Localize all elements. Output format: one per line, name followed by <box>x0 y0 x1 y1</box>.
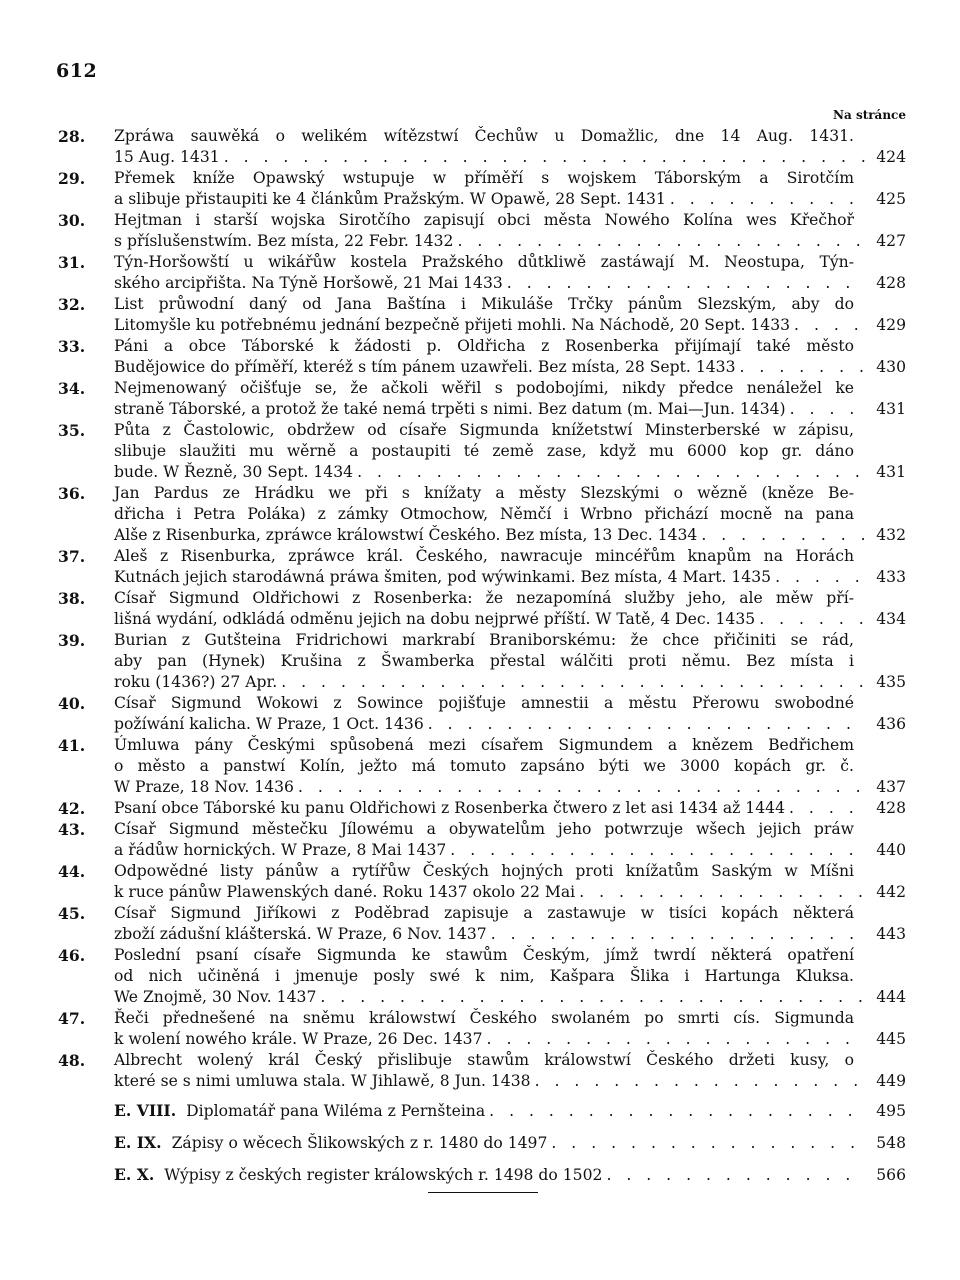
entry-number: 42. <box>58 799 86 818</box>
entry-number: 44. <box>58 862 86 881</box>
entry-page-number: 431 <box>876 463 906 481</box>
dot-leader <box>775 567 866 588</box>
page-number: 612 <box>56 60 98 82</box>
toc-entry <box>58 1008 906 1050</box>
entry-text: 15 Aug. 1431 <box>114 148 220 166</box>
entry-number: 28. <box>58 127 86 146</box>
entry-page-number: 434 <box>876 610 906 628</box>
appendix-text <box>114 1100 485 1122</box>
entry-text: Císař Sigmund městečku Jílowému a obywatelům jeho potwrzuje wšech jejich práw <box>114 820 854 838</box>
entry-line <box>58 567 906 588</box>
entry-text: Císař Sigmund Wokowi z Sowince pojišťuje amnestii a městu Přerowu swobodné <box>114 694 854 712</box>
table-of-contents <box>58 126 906 1196</box>
entry-line <box>58 882 906 903</box>
entry-line <box>58 252 906 273</box>
entry-text: k ruce pánůw Plawenských dané. Roku 1437 okolo 22 Mai <box>114 883 576 901</box>
entry-text: Zpráwa sauwěká o welikém wítězstwí Čechůw u Domažlic, dne 14 Aug. 1431. <box>114 127 854 145</box>
entry-line <box>58 399 906 420</box>
entry-line <box>58 861 906 882</box>
toc-entry <box>58 798 906 819</box>
entry-text: aby pan (Hynek) Krušina z Šwamberka přestal wálčiti proti němu. Bez místa i <box>114 652 854 670</box>
entry-number: 40. <box>58 694 86 713</box>
entry-text: lišná wydání, odkládá odměnu jejich na dobu nejprwé příští. W Tatě, 4 Dec. 1435 <box>114 610 756 628</box>
entry-text: Týn-Horšowští u wikářůw kostela Pražského důtkliwě zastáwají M. Neostupa, Týn- <box>114 253 854 271</box>
entry-text: roku (1436?) 27 Apr. <box>114 673 278 691</box>
entry-line <box>58 588 906 609</box>
dot-leader <box>794 315 866 336</box>
entry-text: požíwání kalicha. W Praze, 1 Oct. 1436 <box>114 715 424 733</box>
entry-line <box>58 1029 906 1050</box>
entry-number: 47. <box>58 1009 86 1028</box>
dot-leader <box>740 357 866 378</box>
entry-text: Císař Sigmund Jiříkowi z Poděbrad zapisuje a zastawuje w tisíci kopách některá <box>114 904 854 922</box>
entry-text: dřicha i Petra Poláka) z zámky Otmochow, Němčí i Wrbno přichází mocně na pana <box>114 505 854 523</box>
entry-line <box>58 315 906 336</box>
dot-leader <box>320 987 866 1008</box>
dot-leader <box>606 1165 866 1186</box>
entry-line <box>58 924 906 945</box>
dot-leader <box>701 525 866 546</box>
toc-entry <box>58 903 906 945</box>
column-header: Na stránce <box>833 108 906 122</box>
entry-line <box>58 483 906 504</box>
dot-leader <box>428 714 866 735</box>
entry-text: Řeči přednešené na sněmu králowstwí Českého swolaném po smrti cís. Sigmunda <box>114 1009 854 1027</box>
entry-text: Odpowědné listy pánůw a rytířůw Českých hojných proti knížatům Saským w Míšni <box>114 862 854 880</box>
appendix-entry <box>58 1164 906 1186</box>
entry-page-number: 437 <box>876 778 906 796</box>
entry-text: straně Táborské, a protož že také nemá trpěti s nimi. Bez datum (m. Mai—Jun. 1434) <box>114 400 786 418</box>
toc-entry <box>58 252 906 294</box>
entry-line <box>58 693 906 714</box>
appendix-page-number: 495 <box>876 1102 906 1120</box>
entry-text: Budějowice do příměří, kteréž s tím pánem uzawřeli. Bez místa, 28 Sept. 1433 <box>114 358 736 376</box>
entry-line <box>58 231 906 252</box>
entry-line <box>58 966 906 987</box>
entry-text: o město a panstwí Kolín, ježto má tomuto zapsáno býti we 3000 kopách gr. č. <box>114 757 854 775</box>
entry-line <box>58 672 906 693</box>
dot-leader <box>224 147 866 168</box>
toc-entry <box>58 735 906 798</box>
entry-text: Císař Sigmund Oldřichowi z Rosenberka: že nezapomíná služby jeho, ale měw pří- <box>114 589 854 607</box>
entry-number: 34. <box>58 379 86 398</box>
appendix-entries <box>58 1100 906 1186</box>
toc-entry <box>58 546 906 588</box>
entry-line <box>58 1071 906 1092</box>
entry-text: Alše z Risenburka, zpráwce králowstwí Českého. Bez místa, 13 Dec. 1434 <box>114 526 698 544</box>
entry-line <box>58 798 906 819</box>
appendix-title: Zápisy o wěcech Šlikowských z r. 1480 do 1497 <box>171 1134 548 1152</box>
entry-line <box>58 609 906 630</box>
entry-line <box>58 210 906 231</box>
toc-entry <box>58 1050 906 1092</box>
entry-page-number: 440 <box>876 841 906 859</box>
toc-entry <box>58 420 906 483</box>
entry-line <box>58 336 906 357</box>
appendix-line <box>58 1164 906 1186</box>
entry-number: 38. <box>58 589 86 608</box>
entry-line <box>58 651 906 672</box>
appendix-page-number: 566 <box>876 1166 906 1184</box>
toc-entry <box>58 819 906 861</box>
dot-leader <box>759 609 866 630</box>
entry-text: zboží zádušní klášterská. W Praze, 6 Nov. 1437 <box>114 925 487 943</box>
toc-entry <box>58 294 906 336</box>
entry-page-number: 429 <box>876 316 906 334</box>
entry-text: Jan Pardus ze Hrádku we při s knížaty a městy Slezskými o wězně (kněze Be- <box>114 484 854 502</box>
entry-text: slibuje slaužiti mu wěrně a postaupiti té země zase, když mu 6000 kop gr. dáno <box>114 442 854 460</box>
entry-line <box>58 987 906 1008</box>
entry-line <box>58 756 906 777</box>
entry-page-number: 449 <box>876 1072 906 1090</box>
toc-entries <box>58 126 906 1092</box>
entry-text: a řádůw hornických. W Praze, 8 Mai 1437 <box>114 841 447 859</box>
appendix-entry <box>58 1100 906 1122</box>
toc-entry <box>58 945 906 1008</box>
entry-line <box>58 147 906 168</box>
entry-text: List průwodní daný od Jana Baštína i Mikuláše Trčky pánům Slezským, aby do <box>114 295 854 313</box>
entry-text: Psaní obce Táborské ku panu Oldřichowi z Rosenberka čtwero z let asi 1434 až 1444 <box>114 799 785 817</box>
appendix-text <box>114 1132 547 1154</box>
entry-page-number: 445 <box>876 1030 906 1048</box>
entry-number: 45. <box>58 904 86 923</box>
dot-leader <box>790 399 866 420</box>
appendix-text <box>114 1164 602 1186</box>
entry-number: 41. <box>58 736 86 755</box>
entry-line <box>58 525 906 546</box>
entry-line <box>58 1050 906 1071</box>
entry-page-number: 432 <box>876 526 906 544</box>
entry-text: ského arcipřišta. Na Týně Horšowě, 21 Mai 1433 <box>114 274 503 292</box>
dot-leader <box>670 189 866 210</box>
entry-page-number: 443 <box>876 925 906 943</box>
toc-entry <box>58 126 906 168</box>
appendix-entry <box>58 1132 906 1154</box>
dot-leader <box>357 462 866 483</box>
appendix-page-number: 548 <box>876 1134 906 1152</box>
dot-leader <box>450 840 866 861</box>
entry-text: Albrecht wolený král Český přislibuje stawům králowstwí Českého držeti kusy, o <box>114 1051 854 1069</box>
entry-number: 29. <box>58 169 86 188</box>
entry-text: Aleš z Risenburka, zpráwce král. Českého, nawracuje mincéřům knapům na Horách <box>114 547 854 565</box>
entry-page-number: 427 <box>876 232 906 250</box>
dot-leader <box>487 1029 866 1050</box>
entry-line <box>58 840 906 861</box>
entry-number: 48. <box>58 1051 86 1070</box>
entry-text: Půta z Častolowic, obdržew od císaře Sigmunda knížetstwí Minsterberské w zápisu, <box>114 421 854 439</box>
entry-text: Burian z Gutšteina Fridrichowi markrabí Braniborskému: že chce přičiniti se rád, <box>114 631 854 649</box>
entry-page-number: 428 <box>876 274 906 292</box>
dot-leader <box>281 672 866 693</box>
entry-number: 43. <box>58 820 86 839</box>
entry-page-number: 433 <box>876 568 906 586</box>
appendix-line <box>58 1100 906 1122</box>
entry-text: a slibuje přistaupiti ke 4 článkům Pražským. W Opawě, 28 Sept. 1431 <box>114 190 666 208</box>
entry-line <box>58 420 906 441</box>
entry-line <box>58 294 906 315</box>
entry-line <box>58 126 906 147</box>
entry-number: 33. <box>58 337 86 356</box>
appendix-label: E. X. <box>114 1165 155 1184</box>
entry-line <box>58 546 906 567</box>
toc-entry <box>58 336 906 378</box>
entry-line <box>58 777 906 798</box>
entry-line <box>58 945 906 966</box>
dot-leader <box>298 777 866 798</box>
entry-text: Přemek kníže Opawský wstupuje w příměří s wojskem Táborským a Sirotčím <box>114 169 854 187</box>
entry-line <box>58 189 906 210</box>
entry-text: k wolení nowého krále. W Praze, 26 Dec. 1437 <box>114 1030 483 1048</box>
appendix-label: E. IX. <box>114 1133 162 1152</box>
entry-text: s příslušenstwím. Bez místa, 22 Febr. 1432 <box>114 232 454 250</box>
entry-page-number: 444 <box>876 988 906 1006</box>
dot-leader <box>507 273 866 294</box>
entry-text: Nejmenowaný očišťuje se, že ačkoli wěřil s podobojími, nikdy předce nenáležel ke <box>114 379 854 397</box>
entry-line <box>58 819 906 840</box>
entry-line <box>58 903 906 924</box>
entry-text: Litomyšle ku potřebnému jednání bezpečně přijeti mohli. Na Náchodě, 20 Sept. 1433 <box>114 316 791 334</box>
dot-leader <box>457 231 866 252</box>
toc-entry <box>58 168 906 210</box>
dot-leader <box>789 798 866 819</box>
toc-entry <box>58 483 906 546</box>
entry-page-number: 435 <box>876 673 906 691</box>
entry-page-number: 436 <box>876 715 906 733</box>
entry-page-number: 428 <box>876 799 906 817</box>
entry-line <box>58 1008 906 1029</box>
entry-line <box>58 735 906 756</box>
dot-leader <box>551 1133 866 1154</box>
appendix-title: Wýpisy z českých register králowských r. 1498 do 1502 <box>164 1166 603 1184</box>
entry-page-number: 431 <box>876 400 906 418</box>
entry-number: 37. <box>58 547 86 566</box>
entry-text: W Praze, 18 Nov. 1436 <box>114 778 294 796</box>
entry-text: Poslední psaní císaře Sigmunda ke stawům Českým, jímž twrdí některá opatření <box>114 946 854 964</box>
entry-number: 36. <box>58 484 86 503</box>
dot-leader <box>489 1101 866 1122</box>
entry-text: Kutnách jejich starodáwná práwa šmiten, pod wýwinkami. Bez místa, 4 Mart. 1435 <box>114 568 772 586</box>
entry-page-number: 442 <box>876 883 906 901</box>
entry-number: 32. <box>58 295 86 314</box>
entry-line <box>58 273 906 294</box>
entry-line <box>58 168 906 189</box>
entry-line <box>58 630 906 651</box>
toc-entry <box>58 693 906 735</box>
entry-line <box>58 504 906 525</box>
entry-text: které se s nimi umluwa stala. W Jihlawě, 8 Jun. 1438 <box>114 1072 531 1090</box>
entry-page-number: 424 <box>876 148 906 166</box>
entry-number: 39. <box>58 631 86 650</box>
entry-line <box>58 441 906 462</box>
toc-entry <box>58 630 906 693</box>
toc-entry <box>58 378 906 420</box>
entry-line <box>58 462 906 483</box>
entry-line <box>58 357 906 378</box>
entry-text: Páni a obce Táborské k žádosti p. Oldřicha z Rosenberka přijímají také město <box>114 337 854 355</box>
entry-text: Hejtman i starší wojska Sirotčího zapisují obci města Nowého Kolína wes Křečhoř <box>114 211 854 229</box>
toc-entry <box>58 210 906 252</box>
entry-number: 35. <box>58 421 86 440</box>
toc-entry <box>58 588 906 630</box>
entry-line <box>58 714 906 735</box>
dot-leader <box>579 882 866 903</box>
entry-number: 46. <box>58 946 86 965</box>
entry-line <box>58 378 906 399</box>
dot-leader <box>535 1071 866 1092</box>
entry-page-number: 425 <box>876 190 906 208</box>
entry-text: bude. W Řezně, 30 Sept. 1434 <box>114 463 354 481</box>
appendix-title: Diplomatář pana Wiléma z Pernšteina <box>186 1102 486 1120</box>
appendix-label: E. VIII. <box>114 1101 177 1120</box>
entry-number: 31. <box>58 253 86 272</box>
dot-leader <box>491 924 866 945</box>
toc-entry <box>58 861 906 903</box>
entry-text: od nich učiněná i jmenuje posly swé k nim, Kašpara Šlika i Hartunga Kluksa. <box>114 967 854 985</box>
entry-text: We Znojmě, 30 Nov. 1437 <box>114 988 317 1006</box>
entry-text: Úmluwa pány Českými spůsobená mezi císařem Sigmundem a knězem Bedřichem <box>114 736 854 754</box>
entry-page-number: 430 <box>876 358 906 376</box>
closing-rule <box>428 1192 538 1193</box>
appendix-line <box>58 1132 906 1154</box>
entry-number: 30. <box>58 211 86 230</box>
